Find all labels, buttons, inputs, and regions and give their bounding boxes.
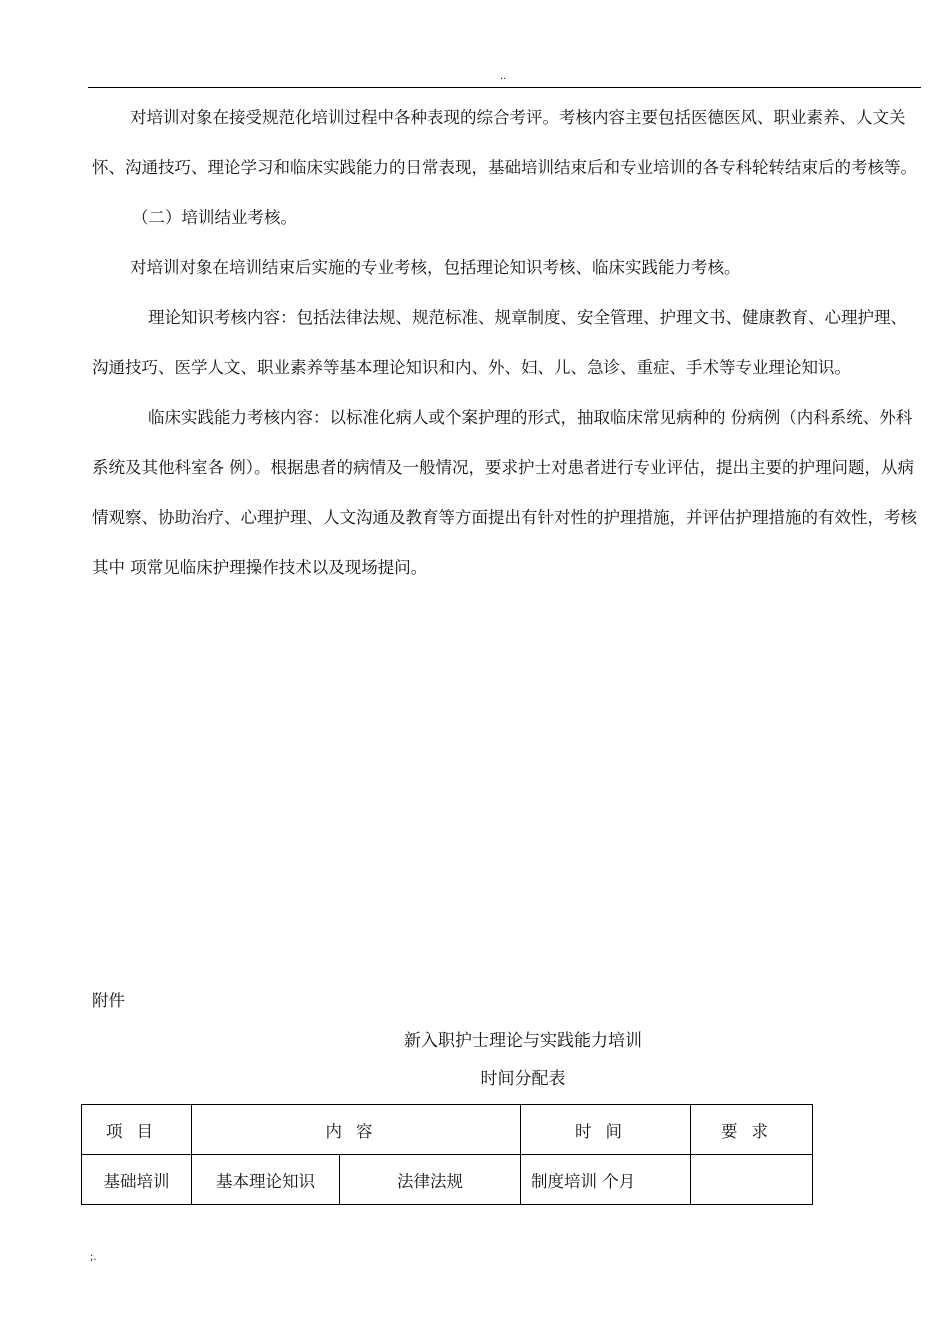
header-item: 项目: [82, 1105, 192, 1155]
cell-topic: 法律法规: [340, 1155, 521, 1205]
footer-mark: ;.: [90, 1252, 97, 1263]
table-title-line2: 时间分配表: [480, 1069, 566, 1089]
header-time: 时间: [521, 1105, 691, 1155]
table-header-row: [82, 1105, 813, 1155]
cell-time: 制度培训 个月: [521, 1155, 691, 1205]
header-mark: ..: [500, 71, 507, 82]
header-rule: [88, 87, 921, 88]
section-heading-final-assessment: （二）培训结业考核。: [132, 208, 297, 227]
table-row: [82, 1155, 813, 1205]
cell-requirement: [691, 1155, 813, 1205]
time-allocation-table: [81, 1104, 813, 1205]
table-title-line1: 新入职护士理论与实践能力培训: [404, 1031, 642, 1051]
body-text: [92, 93, 922, 593]
header-requirement: 要求: [691, 1105, 813, 1155]
paragraph-clinical-assessment: 临床实践能力考核内容：以标准化病人或个案护理的形式，抽取临床常见病种的 份病例（内科系统、外科系统及其他科室各 例）。根据患者的病情及一般情况，要求护士对患者进行专业评估，提出主要的护理问题，从病情观察、协助治疗、心理护理、人文沟通及教育等方面提出有针对性的护理措施，并评估护理措施的有效性，考核其中 项常见临床护理操作技术以及现场提问。: [92, 408, 917, 577]
header-content: 内容: [192, 1105, 521, 1155]
cell-category: 基础培训: [82, 1155, 192, 1205]
paragraph-theory-assessment: 理论知识考核内容：包括法律法规、规范标准、规章制度、安全管理、护理文书、健康教育、心理护理、沟通技巧、医学人文、职业素养等基本理论知识和内、外、妇、儿、急诊、重症、手术等专业理论知识。: [92, 308, 907, 377]
annex-label: 附件: [92, 991, 125, 1010]
paragraph-final-assessment: 对培训对象在培训结束后实施的专业考核，包括理论知识考核、临床实践能力考核。: [130, 258, 741, 277]
paragraph-daily-assessment: 对培训对象在接受规范化培训过程中各种表现的综合考评。考核内容主要包括医德医风、职业素养、人文关怀、沟通技巧、理论学习和临床实践能力的日常表现，基础培训结束后和专业培训的各专科轮转结束后的考核等。: [92, 108, 917, 177]
cell-knowledge: 基本理论知识: [192, 1155, 340, 1205]
